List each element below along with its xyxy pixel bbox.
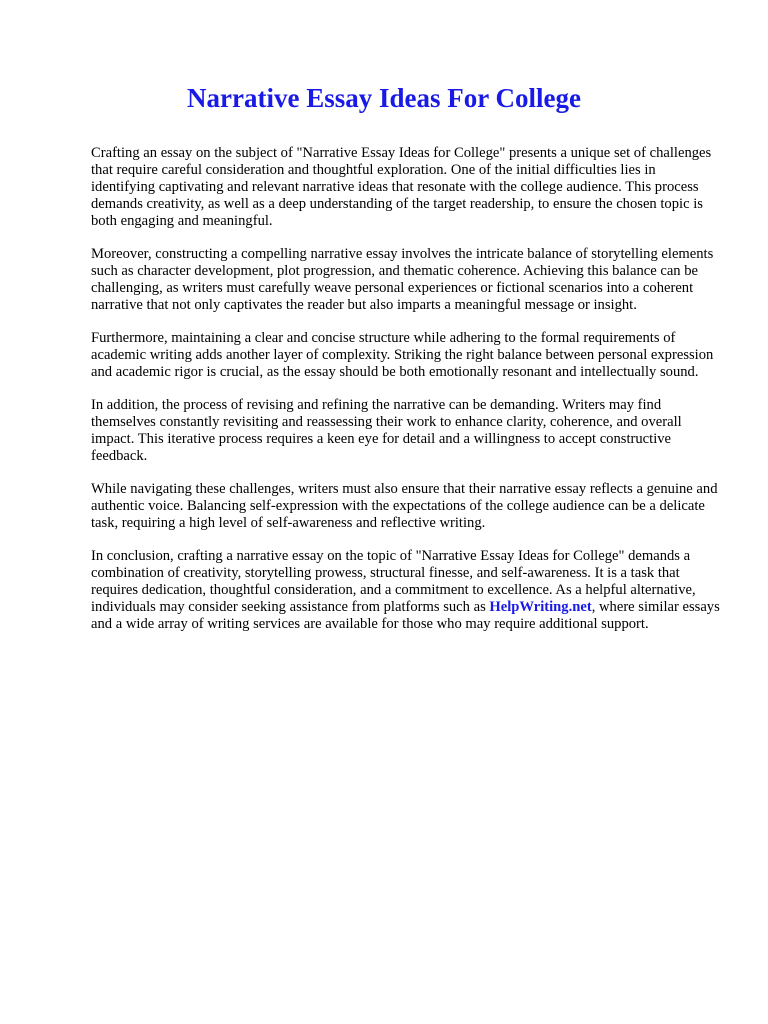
paragraph-4: In addition, the process of revising and refining the narrative can be demanding. Writers may find themselves constantly revisiting and reassessing their work to enhance clarity, coherence, and overall impact. This iterative process requires a keen eye for detail and a willingness to accept constructive feedback.: [91, 397, 682, 464]
paragraph-2: Moreover, constructing a compelling narrative essay involves the intricate balance of storytelling elements such as character development, plot progression, and thematic coherence. Achieving this balance can be challenging, as writers must carefully weave personal experiences or fictional scenarios into a coherent narrative that not only captivates the reader but also imparts a meaningful message or insight.: [91, 246, 714, 313]
helpwriting-link[interactable]: HelpWriting.net: [489, 599, 592, 615]
page-title: Narrative Essay Ideas For College: [187, 83, 581, 113]
paragraph-3: Furthermore, maintaining a clear and concise structure while adhering to the formal requirements of academic writing adds another layer of complexity. Striking the right balance between personal expression and academic rigor is crucial, as the essay should be both emotionally resonant and intellectually sound.: [91, 330, 714, 380]
paragraph-1: Crafting an essay on the subject of "Narrative Essay Ideas for College" presents a unique set of challenges that require careful consideration and thoughtful exploration. One of the initial difficulties lies in identifying captivating and relevant narrative ideas that resonate with the college audience. This process demands creativity, as well as a deep understanding of the target readership, to ensure the chosen topic is both engaging and meaningful.: [91, 145, 712, 229]
conclusion-paragraph: [91, 548, 720, 633]
paragraph-5: While navigating these challenges, writers must also ensure that their narrative essay reflects a genuine and authentic voice. Balancing self-expression with the expectations of the college audience can be a delicate task, requiring a high level of self-awareness and reflective writing.: [91, 481, 718, 531]
conclusion-text-after-link: , where similar essays and a wide array of writing services are available for those who may require additional support.: [91, 599, 720, 632]
essay-body: [91, 145, 720, 633]
conclusion-text-before-link: In conclusion, crafting a narrative essay on the topic of "Narrative Essay Ideas for College" demands a combination of creativity, storytelling prowess, structural finesse, and self-awareness. It is a task that requires dedication, thoughtful consideration, and a commitment to excellence. As a helpful alternative, individuals may consider seeking assistance from platforms such as: [91, 548, 696, 615]
